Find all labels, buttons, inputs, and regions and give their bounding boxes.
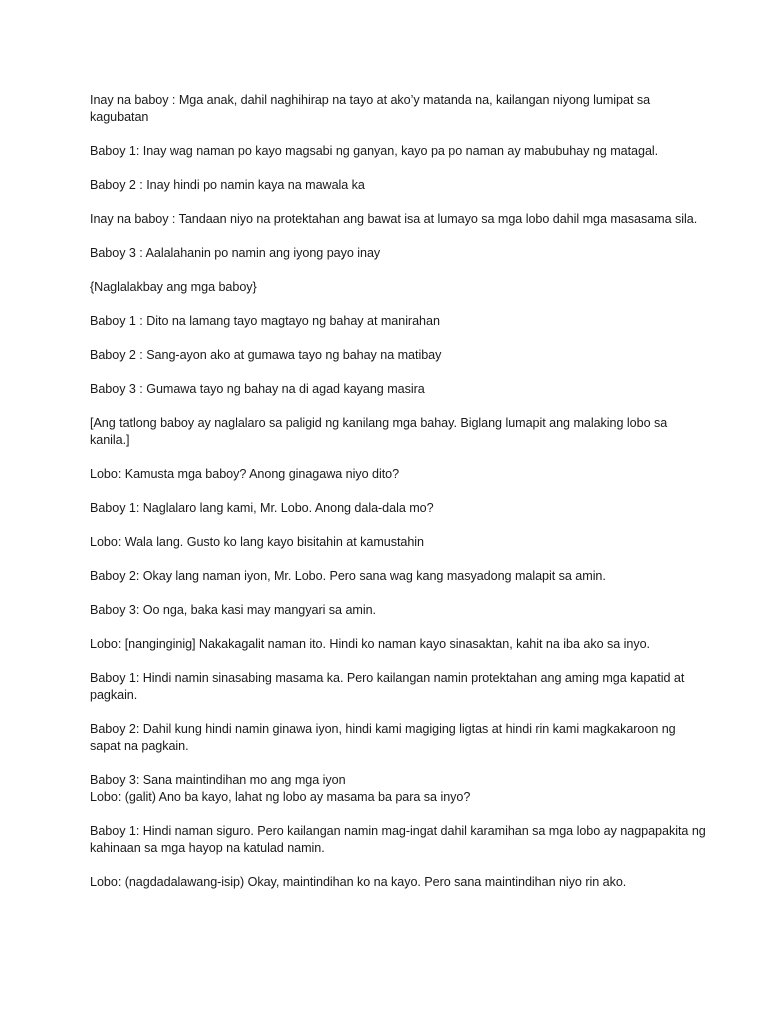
dialogue-line: Baboy 1: Naglalaro lang kami, Mr. Lobo. Anong dala-dala mo?: [90, 501, 434, 515]
dialogue-line: Baboy 1: Inay wag naman po kayo magsabi ng ganyan, kayo pa po naman ay mabubuhay ng matagal.: [90, 144, 659, 158]
stage-direction: {Naglalakbay ang mga baboy}: [90, 280, 257, 294]
stage-direction: [Ang tatlong baboy ay naglalaro sa paligid ng kanilang mga bahay. Biglang lumapit ang malaking lobo sa kanila.]: [90, 416, 668, 447]
dialogue-line: Lobo: Kamusta mga baboy? Anong ginagawa niyo dito?: [90, 467, 400, 481]
dialogue-line: Baboy 3 : Gumawa tayo ng bahay na di agad kayang masira: [90, 382, 425, 396]
dialogue-line: Baboy 3: Oo nga, baka kasi may mangyari sa amin.: [90, 603, 377, 617]
dialogue-line: Lobo: Wala lang. Gusto ko lang kayo bisitahin at kamustahin: [90, 535, 425, 549]
dialogue-line: Lobo: (galit) Ano ba kayo, lahat ng lobo ay masama ba para sa inyo?: [90, 790, 471, 804]
dialogue-line: Baboy 1: Hindi naman siguro. Pero kailangan namin mag-ingat dahil karamihan sa mga lobo ay nagpapakita ng kahinaan sa mga hayop na katulad namin.: [90, 824, 706, 855]
dialogue-line: Lobo: (nagdadalawang-isip) Okay, maintindihan ko na kayo. Pero sana maintindihan niyo rin ako.: [90, 875, 627, 889]
dialogue-line: Baboy 2: Okay lang naman iyon, Mr. Lobo. Pero sana wag kang masyadong malapit sa amin.: [90, 569, 606, 583]
dialogue-line: Lobo: [nanginginig] Nakakagalit naman ito. Hindi ko naman kayo sinasaktan, kahit na iba ako sa inyo.: [90, 637, 650, 651]
dialogue-line: Baboy 3: Sana maintindihan mo ang mga iyon: [90, 773, 346, 787]
dialogue-line: Baboy 2: Dahil kung hindi namin ginawa iyon, hindi kami magiging ligtas at hindi rin kami magkakaroon ng sapat na pagkain.: [90, 722, 676, 753]
dialogue-line: Baboy 2 : Sang-ayon ako at gumawa tayo ng bahay na matibay: [90, 348, 442, 362]
dialogue-line: Baboy 2 : Inay hindi po namin kaya na mawala ka: [90, 178, 365, 192]
document-page: [90, 92, 708, 908]
dialogue-line: Baboy 1: Hindi namin sinasabing masama ka. Pero kailangan namin protektahan ang aming mga kapatid at pagkain.: [90, 671, 685, 702]
dialogue-line: Inay na baboy : Tandaan niyo na protektahan ang bawat isa at lumayo sa mga lobo dahil mga masasama sila.: [90, 212, 698, 226]
dialogue-line: Baboy 3 : Aalalahanin po namin ang iyong payo inay: [90, 246, 381, 260]
dialogue-line: Baboy 1 : Dito na lamang tayo magtayo ng bahay at manirahan: [90, 314, 440, 328]
dialogue-line: Inay na baboy : Mga anak, dahil naghihirap na tayo at ako’y matanda na, kailangan niyong lumipat sa kagubatan: [90, 93, 651, 124]
